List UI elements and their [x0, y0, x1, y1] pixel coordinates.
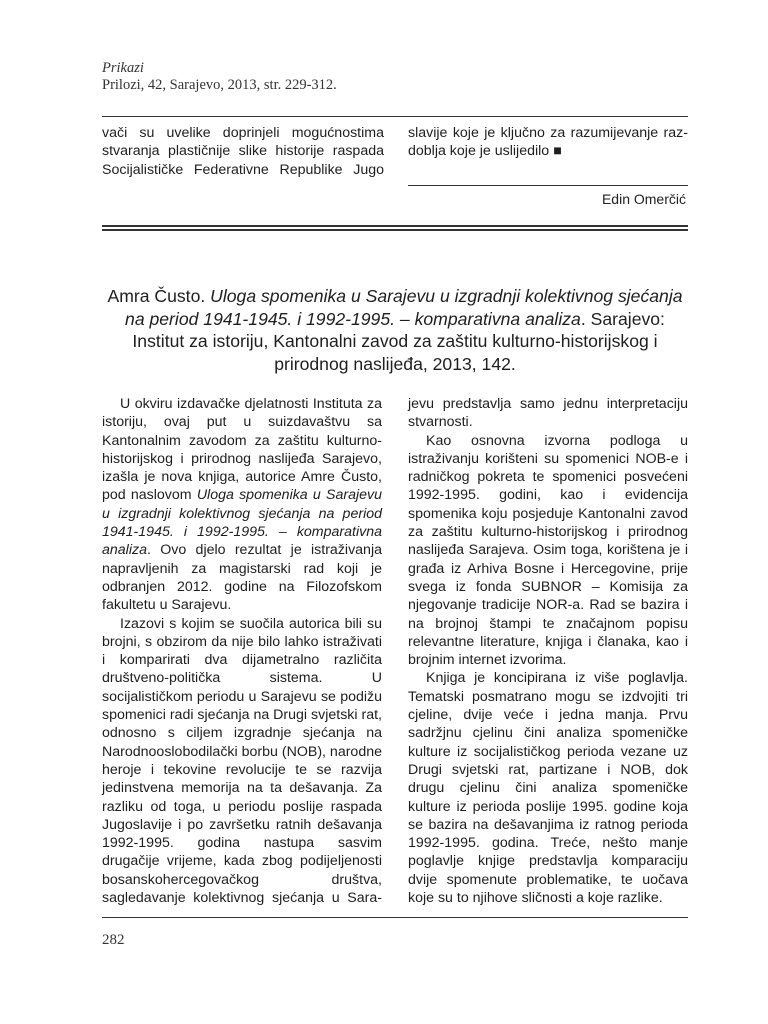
book-title-inline: Uloga spomenika u Sarajevu u izgradnji kolektivnog sjećanja na period 1941-1945. i 1992-1995. – komparativna analiza — [102, 487, 382, 559]
reviewer-signature: Edin Omerčić — [601, 191, 686, 207]
paragraph: Knjiga je koncipirana iz više poglavlja. Tematski posmatrano mogu se izdvojiti tri cjeline, dvije veće i jedna manja. Prvu sadržjnu cjelinu čini analiza spomeničke kulture iz socijalističkog perioda vezane uz Drugi svjetski rat, partizane i NOB, dok drugu cjelinu čini analiza spomeničke kulture iz perioda poslije 1995. godine koja se bazira na dešavanjima iz ratnog perioda 1992-1995. godina. Treće, nešto manje poglavlje knjige predstavlja komparaciju dvije spomenute problematike, te uočava koje su to njihove sličnosti a koje razlike. — [408, 670, 688, 907]
section-label: Prikazi — [102, 60, 144, 76]
running-header — [102, 60, 688, 94]
header-rule — [102, 116, 688, 117]
signature-rule — [408, 185, 688, 186]
paragraph: jevu predstavlja samo jednu interpretaciju stvarnosti. — [408, 396, 688, 431]
prev-review-left-column — [102, 124, 384, 179]
paragraph: Izazovi s kojim se suočila autorica bili su brojni, s obzirom da nije bilo lahko istraživati i komparirati dva dijametralno različita društveno-politička sistema. U socijalističkom periodu u Sarajevu se podižu spomenici radi sjećanja na Drugi svjetski rat, odnosno s ciljem izgradnje sjećanja na Narodnooslobodilački borbu (NOB), narodne heroje i tekovine revolucije te se razvija jedinstvena memorija na ta dešavanja. Za razliku od toga, u periodu poslije raspada Jugoslavije i po završetku ratnih dešavanja 1992-1995. godina nastupa sasvim drugačije vrijeme, kada zbog podijeljenosti bosanskohercegovačkog društva, sagledavanje kolektivnog sjećanja u Sara- — [102, 615, 382, 907]
body-right-column — [408, 395, 688, 907]
page-number: 282 — [102, 932, 125, 948]
prev-review-right-column — [408, 124, 688, 161]
section-divider-bottom — [102, 229, 688, 231]
book-title: Uloga spomenika u Sarajevu u izgradnji kolektivnog sjećanja na period 1941-1945. i 1992-1995. – komparativna analiza — [125, 286, 683, 329]
section-divider-top — [102, 225, 688, 227]
review-title — [100, 285, 690, 375]
prev-line: slavije koje je ključno za razumijevanje raz- — [408, 125, 688, 141]
paragraph: U okviru izdavačke djelatnosti Instituta za istoriju, ovaj put u suizdavaštvu sa Kantonalnim zavodom za zaštitu kulturno-historijskog i prirodnog naslijeđa Sarajevo, izašla je nova knjiga, autorice Amre Čusto, pod naslovom Uloga spomenika u Sarajevu u izgradnji kolektivnog sjećanja na period 1941-1945. i 1992-1995. – komparativna analiza. Ovo djelo rezultat je istraživanja napravljenih za magistarski rad koji je odbranjen 2012. godine na Filozofskom fakultetu u Sarajevu. — [102, 396, 382, 614]
footer-rule — [102, 917, 688, 918]
publication-info: . Sarajevo: Institut za istoriju, Kantonalni zavod za zaštitu kulturno-historijskog i prirodnog naslijeđa, 2013, 142. — [132, 308, 665, 374]
body-left-column — [102, 395, 382, 907]
prev-line: doblja koje je uslijedilo ■ — [408, 143, 562, 160]
prev-line: vači su uvelike doprinjeli mogućnostima — [102, 125, 384, 141]
prev-line: Socijalističke Federativne Republike Jugo — [102, 161, 384, 178]
prev-line: stvaranja plastičnije slike historije raspada — [102, 143, 384, 160]
paragraph: Kao osnovna izvorna podloga u istraživanju korišteni su spomenici NOB-e i radničkog pokreta te spomenici posvećeni 1992-1995. godini, kao i evidencija spomenika koju posjeduje Kantonalni zavod za zaštitu kulturno-historijskog i prirodnog naslijeđa Sarajeva. Osim toga, korištena je i građa iz Arhiva Bosne i Hercegovine, prije svega iz fonda SUBNOR – Komisija za njegovanje tradicije NOR-a. Rad se bazira i na brojnoj štampi te značajnom popisu relevantne literature, knjiga i članaka, kao i brojnim internet izvorima. — [408, 432, 688, 669]
book-author: Amra Čusto. — [107, 286, 206, 306]
journal-citation: Prilozi, 42, Sarajevo, 2013, str. 229-312. — [102, 77, 337, 93]
